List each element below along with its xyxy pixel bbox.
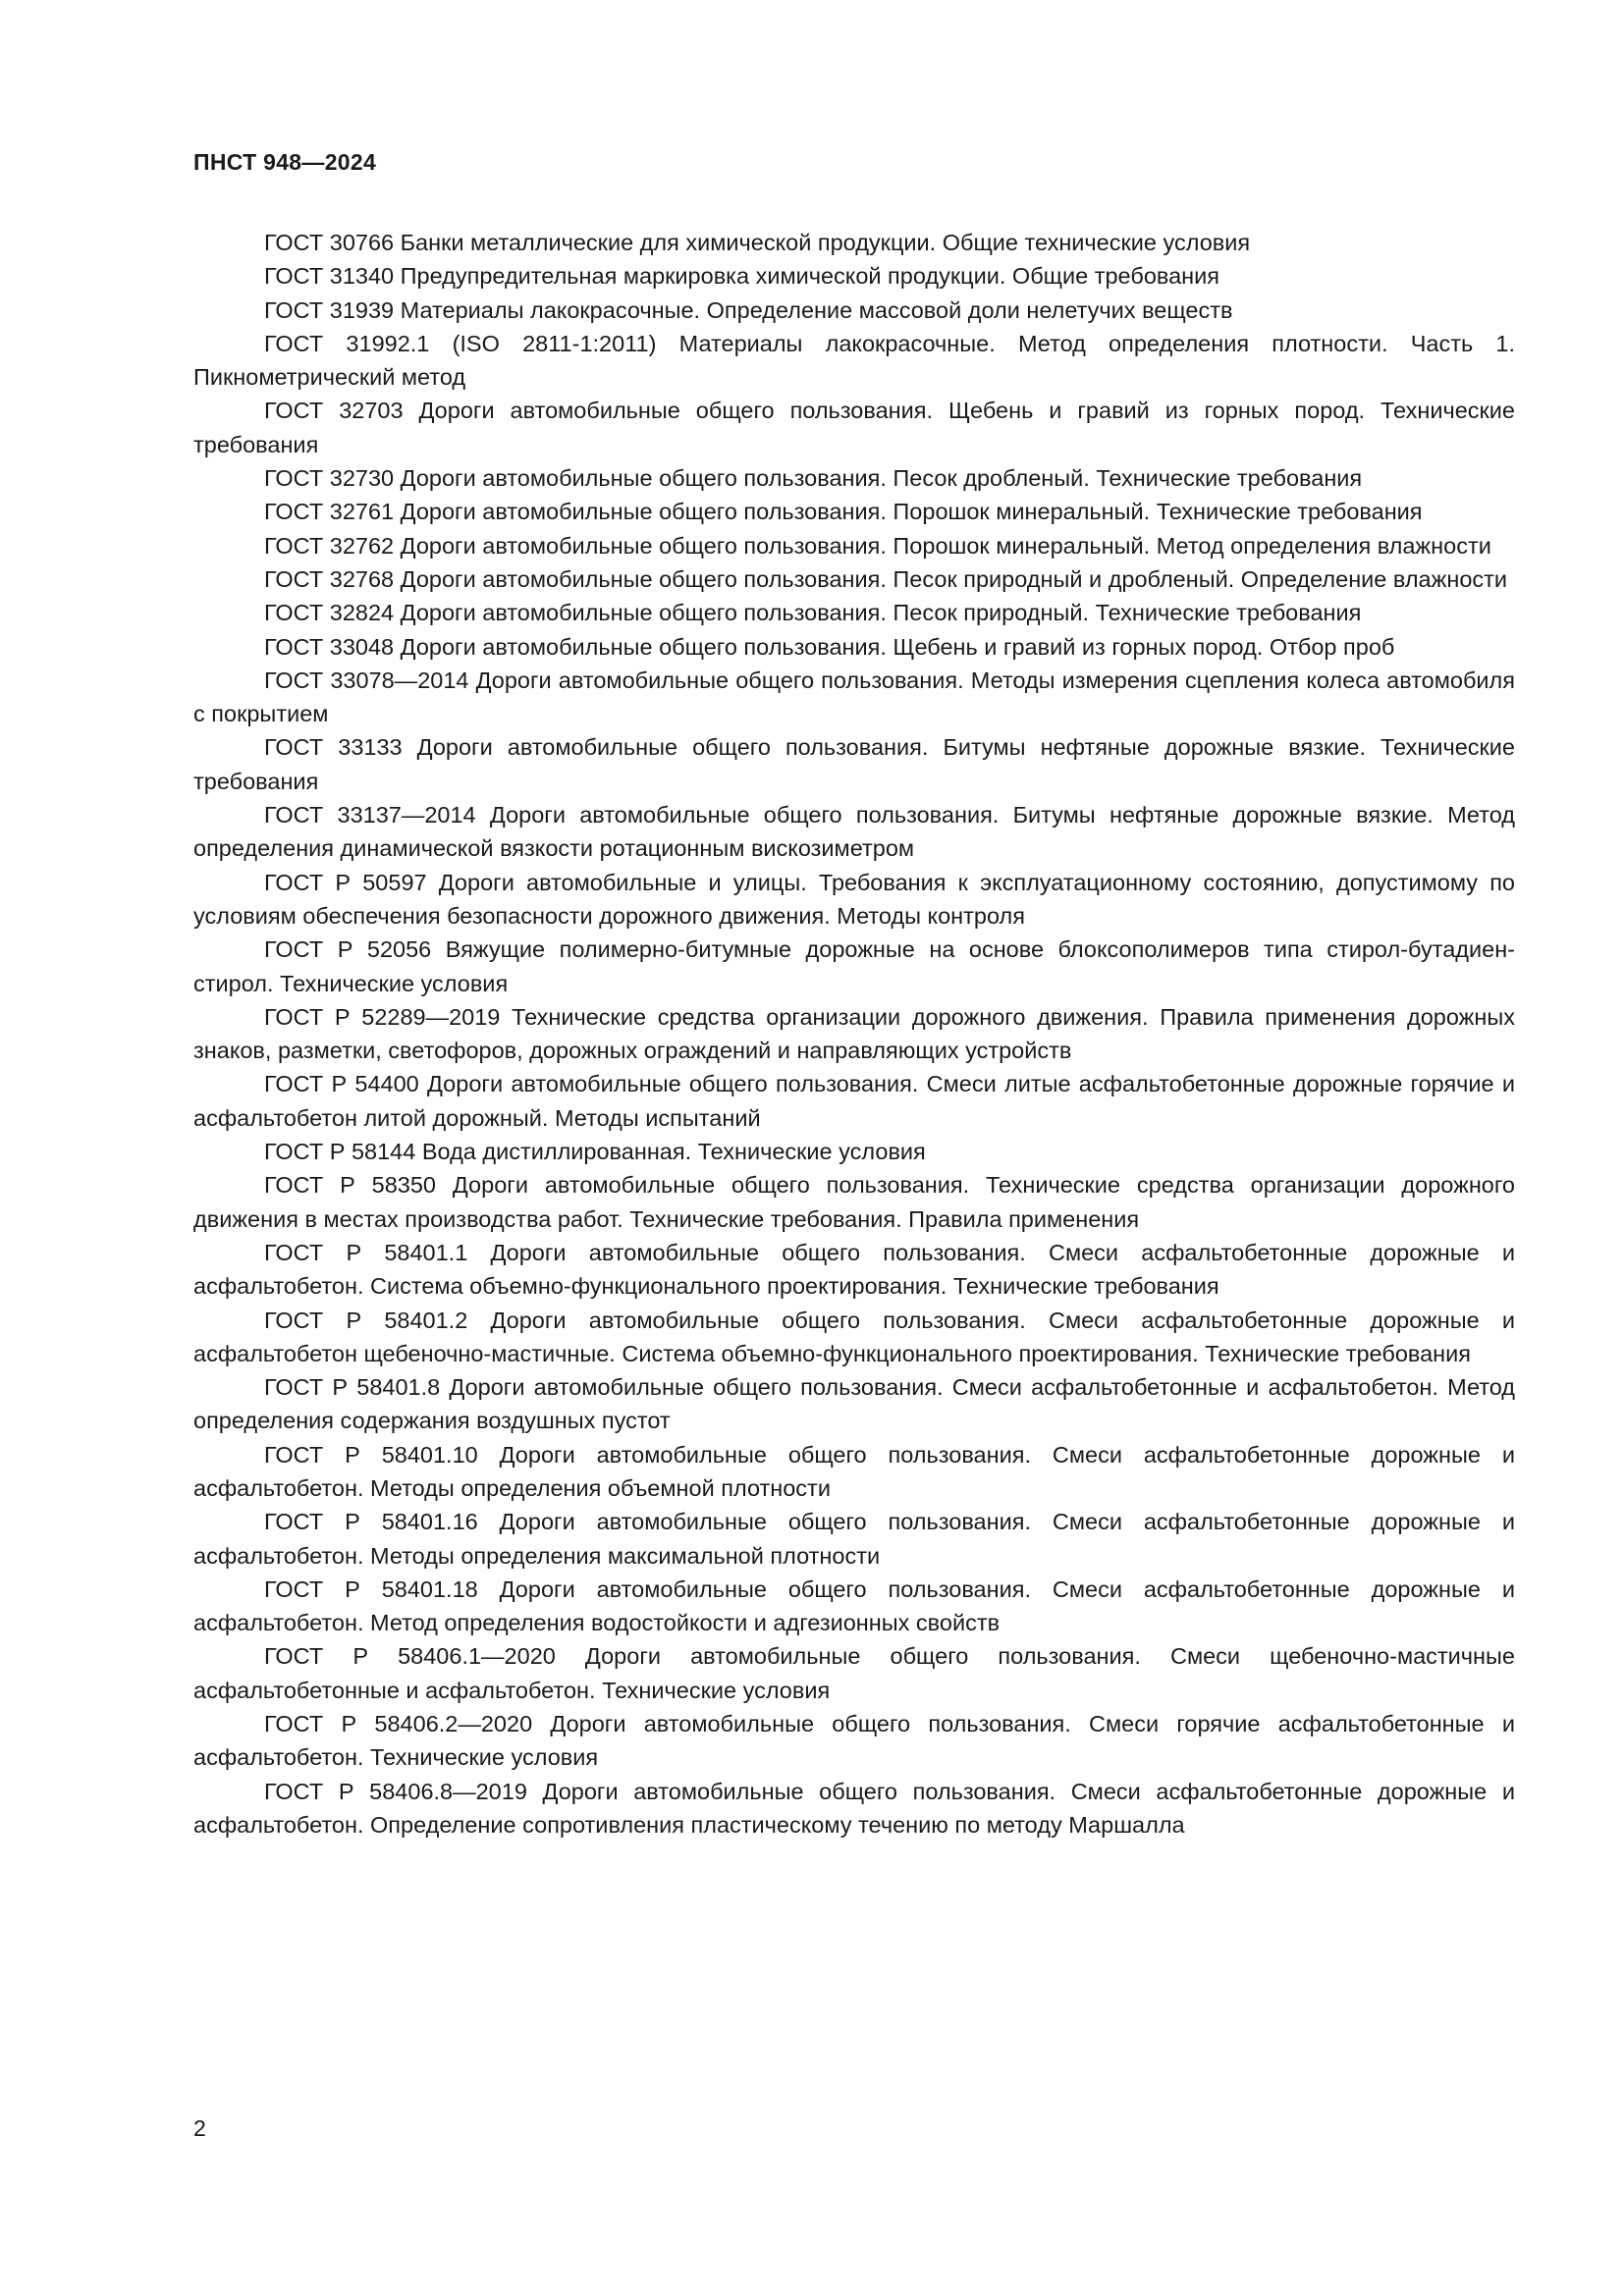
reference-item: ГОСТ Р 52289—2019 Технические средства организации дорожного движения. Правила применения дорожных знаков, разметки, светофоров, дорожных ограждений и направляющих устройств: [193, 1003, 1515, 1064]
reference-item: ГОСТ Р 52056 Вяжущие полимерно-битумные дорожные на основе блоксополимеров типа стирол-бутадиен-стирол. Технические условия: [193, 936, 1515, 996]
reference-item: ГОСТ 31340 Предупредительная маркировка химической продукции. Общие требования: [264, 263, 1220, 290]
reference-item: ГОСТ Р 58401.2 Дороги автомобильные общего пользования. Смеси асфальтобетонные дорожные и асфальтобетон щебеночно-мастичные. Система объемно-функционального проектирования. Технические требования: [193, 1307, 1515, 1366]
reference-item: ГОСТ 31939 Материалы лакокрасочные. Определение массовой доли нелетучих веществ: [264, 296, 1233, 323]
reference-item: ГОСТ Р 58406.2—2020 Дороги автомобильные общего пользования. Смеси горячие асфальтобетонные и асфальтобетон. Технические условия: [193, 1711, 1515, 1771]
reference-item: ГОСТ 33078—2014 Дороги автомобильные общего пользования. Методы измерения сцепления колеса автомобиля с покрытием: [193, 667, 1515, 727]
reference-item: ГОСТ Р 58401.8 Дороги автомобильные общего пользования. Смеси асфальтобетонные и асфальтобетон. Метод определения содержания воздушных пустот: [193, 1374, 1515, 1434]
reference-item: ГОСТ Р 54400 Дороги автомобильные общего пользования. Смеси литые асфальтобетонные дорожные горячие и асфальтобетон литой дорожный. Методы испытаний: [193, 1071, 1515, 1131]
reference-item: ГОСТ Р 58144 Вода дистиллированная. Технические условия: [264, 1139, 926, 1165]
reference-item: ГОСТ 33137—2014 Дороги автомобильные общего пользования. Битумы нефтяные дорожные вязкие. Метод определения динамической вязкости ротационным вискозиметром: [193, 802, 1515, 862]
reference-item: ГОСТ 32824 Дороги автомобильные общего пользования. Песок природный. Технические требования: [264, 600, 1362, 626]
reference-item: ГОСТ 32761 Дороги автомобильные общего пользования. Порошок минеральный. Технические требования: [264, 499, 1423, 525]
reference-item: ГОСТ 30766 Банки металлические для химической продукции. Общие технические условия: [264, 230, 1251, 255]
reference-item: ГОСТ 32768 Дороги автомобильные общего пользования. Песок природный и дробленый. Определение влажности: [264, 565, 1508, 592]
reference-item: ГОСТ Р 58401.1 Дороги автомобильные общего пользования. Смеси асфальтобетонные дорожные и асфальтобетон. Система объемно-функционального проектирования. Технические требования: [193, 1239, 1515, 1300]
reference-item: ГОСТ 32730 Дороги автомобильные общего пользования. Песок дробленый. Технические требования: [264, 465, 1363, 492]
reference-item: ГОСТ Р 58406.8—2019 Дороги автомобильные общего пользования. Смеси асфальтобетонные дорожные и асфальтобетон. Определение сопротивления пластическому течению по методу Маршалла: [193, 1778, 1515, 1838]
reference-item: ГОСТ 33133 Дороги автомобильные общего пользования. Битумы нефтяные дорожные вязкие. Технические требования: [193, 734, 1515, 794]
reference-item: ГОСТ Р 58406.1—2020 Дороги автомобильные общего пользования. Смеси щебеночно-мастичные асфальтобетонные и асфальтобетон. Технические условия: [193, 1643, 1515, 1703]
reference-item: ГОСТ 32703 Дороги автомобильные общего пользования. Щебень и гравий из горных пород. Технические требования: [193, 398, 1515, 457]
reference-item: ГОСТ Р 50597 Дороги автомобильные и улицы. Требования к эксплуатационному состоянию, допустимому по условиям обеспечения безопасности дорожного движения. Методы контроля: [193, 869, 1515, 929]
reference-item: ГОСТ Р 58401.16 Дороги автомобильные общего пользования. Смеси асфальтобетонные дорожные и асфальтобетон. Методы определения максимальной плотности: [193, 1509, 1515, 1569]
reference-item: ГОСТ 32762 Дороги автомобильные общего пользования. Порошок минеральный. Метод определения влажности: [264, 532, 1491, 559]
reference-item: ГОСТ Р 58350 Дороги автомобильные общего пользования. Технические средства организации дорожного движения в местах производства работ. Технические требования. Правила применения: [193, 1172, 1515, 1232]
references-list: [193, 226, 1515, 1842]
reference-item: ГОСТ Р 58401.10 Дороги автомобильные общего пользования. Смеси асфальтобетонные дорожные и асфальтобетон. Методы определения объемной плотности: [193, 1441, 1515, 1501]
page-number: 2: [193, 2115, 206, 2141]
reference-item: ГОСТ 33048 Дороги автомобильные общего пользования. Щебень и гравий из горных пород. Отбор проб: [264, 633, 1395, 660]
page-header-title: ПНСТ 948—2024: [193, 149, 377, 175]
reference-item: ГОСТ Р 58401.18 Дороги автомобильные общего пользования. Смеси асфальтобетонные дорожные и асфальтобетон. Метод определения водостойкости и адгезионных свойств: [193, 1575, 1515, 1636]
reference-item: ГОСТ 31992.1 (ISO 2811-1:2011) Материалы лакокрасочные. Метод определения плотности. Часть 1. Пикнометрический метод: [193, 330, 1515, 391]
